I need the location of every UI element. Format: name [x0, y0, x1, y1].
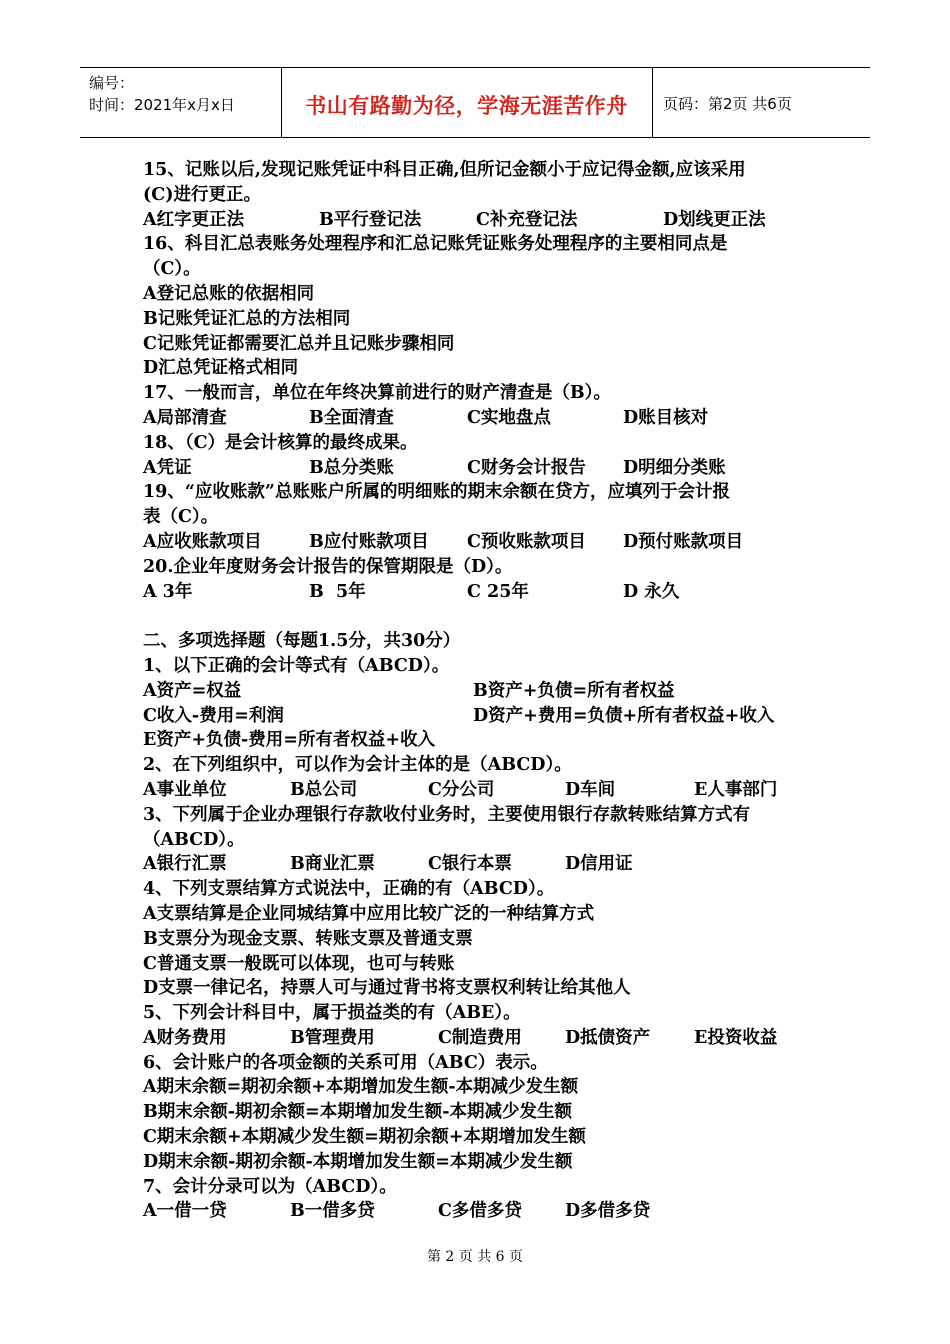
option: A事业单位	[143, 779, 227, 800]
option: B平行登记法	[319, 209, 422, 230]
option: D 永久	[623, 581, 680, 602]
option: D划线更正法	[663, 209, 766, 230]
question-stem: 4、下列支票结算方式说法中，正确的有（ABCD）。	[143, 879, 555, 900]
page-header	[80, 67, 870, 138]
option-row	[143, 580, 823, 605]
option: B一借多贷	[290, 1201, 375, 1222]
option: C 25年	[467, 581, 529, 602]
option: C期末余额+本期减少发生额=期初余额+本期增加发生额	[143, 1127, 586, 1148]
question-stem: （C）。	[143, 259, 201, 280]
question-stem: （ABCD）。	[143, 829, 245, 850]
header-time-label: 时间：2021年x月x日	[89, 96, 235, 114]
option: C制造费用	[438, 1027, 522, 1048]
option: D资产+费用=负债+所有者权益+收入	[473, 705, 775, 726]
question-stem: 15、记账以后,发现记账凭证中科目正确,但所记金额小于应记得金额,应该采用	[143, 160, 746, 180]
option-row	[143, 456, 823, 481]
question-stem: 17、一般而言，单位在年终决算前进行的财产清查是（B）。	[143, 383, 611, 404]
option: C实地盘点	[467, 407, 551, 428]
question-stem: 7、会计分录可以为（ABCD）。	[143, 1176, 397, 1197]
spacer	[143, 604, 823, 629]
option: B总分类账	[309, 457, 394, 478]
option: D抵债资产	[565, 1027, 651, 1048]
option: A一借一贷	[143, 1201, 227, 1222]
header-meta	[89, 72, 235, 116]
header-divider	[652, 68, 653, 137]
option-row	[143, 406, 823, 431]
option-row	[143, 679, 823, 704]
option-row	[143, 778, 823, 803]
option: D明细分类账	[623, 457, 726, 478]
option: E投资收益	[694, 1027, 778, 1048]
question-stem: 5、下列会计科目中，属于损益类的有（ABE）。	[143, 1003, 521, 1024]
option-row	[143, 208, 823, 233]
question-stem: 16、科目汇总表账务处理程序和汇总记账凭证账务处理程序的主要相同点是	[143, 234, 728, 255]
option: B 5年	[309, 581, 366, 602]
option: D预付账款项目	[623, 531, 744, 552]
option: B管理费用	[290, 1027, 375, 1048]
option: C预收账款项目	[467, 531, 586, 552]
question-stem: 3、下列属于企业办理银行存款收付业务时，主要使用银行存款转账结算方式有	[143, 804, 751, 825]
question-stem: (C)进行更正。	[143, 184, 261, 205]
option: B全面清查	[309, 407, 394, 428]
option: C分公司	[428, 779, 495, 800]
option: A应收账款项目	[143, 531, 262, 552]
option: C补充登记法	[476, 209, 578, 230]
option-row	[143, 852, 823, 877]
option: A资产=权益	[143, 680, 242, 701]
option: D多借多贷	[565, 1201, 651, 1222]
option: A凭证	[143, 457, 192, 478]
option: B期末余额-期初余额=本期增加发生额-本期减少发生额	[143, 1102, 572, 1123]
document-body	[143, 158, 823, 1224]
header-number-label: 编号：	[89, 74, 135, 92]
option: D信用证	[565, 854, 633, 875]
option: A期末余额=期初余额+本期增加发生额-本期减少发生额	[143, 1077, 579, 1098]
option: B记账凭证汇总的方法相同	[143, 308, 351, 329]
option: A登记总账的依据相同	[143, 283, 315, 304]
option: C记账凭证都需要汇总并且记账步骤相同	[143, 333, 455, 354]
option: B应付账款项目	[309, 531, 429, 552]
header-page-label: 页码：第2页 共6页	[663, 95, 792, 113]
option-row	[143, 1026, 823, 1051]
question-stem: 6、会计账户的各项金额的关系可用（ABC）表示。	[143, 1052, 548, 1073]
question-stem: 19、“应收账款”总账账户所属的明细账的期末余额在贷方，应填列于会计报	[143, 482, 730, 503]
option: E人事部门	[694, 779, 778, 800]
option: D账目核对	[623, 407, 709, 428]
option: D车间	[565, 779, 616, 800]
option: D汇总凭证格式相同	[143, 358, 299, 379]
option-row	[143, 704, 823, 729]
option: C银行本票	[428, 854, 512, 875]
option: E资产+负债-费用=所有者权益+收入	[143, 730, 436, 751]
question-stem: 1、以下正确的会计等式有（ABCD）。	[143, 655, 450, 676]
option: A红字更正法	[143, 209, 245, 230]
option-row	[143, 530, 823, 555]
question-stem: 20.企业年度财务会计报告的保管期限是（D）。	[143, 556, 513, 577]
option: D支票一律记名，持票人可与通过背书将支票权利转让给其他人	[143, 978, 631, 999]
header-motto: 书山有路勤为径，学海无涯苦作舟	[305, 94, 628, 118]
option: B总公司	[290, 779, 358, 800]
option: C多借多贷	[438, 1201, 522, 1222]
question-stem: 表（C）。	[143, 507, 219, 528]
option: A支票结算是企业同城结算中应用比较广泛的一种结算方式	[143, 903, 595, 924]
option: D期末余额-期初余额-本期增加发生额=本期减少发生额	[143, 1151, 573, 1172]
option: C收入-费用=利润	[143, 705, 284, 726]
question-stem: 18、（C）是会计核算的最终成果。	[143, 432, 418, 453]
option: B资产+负债=所有者权益	[473, 680, 675, 701]
option: B商业汇票	[290, 854, 375, 875]
option: A局部清查	[143, 407, 227, 428]
section-title: 二、多项选择题（每题1.5分，共30分）	[143, 631, 461, 652]
option-row	[143, 1199, 823, 1224]
question-stem: 2、在下列组织中，可以作为会计主体的是（ABCD）。	[143, 755, 572, 776]
page-footer: 第 2 页 共 6 页	[426, 1249, 524, 1265]
option: A财务费用	[143, 1027, 227, 1048]
option: C财务会计报告	[467, 457, 586, 478]
option: A 3年	[143, 581, 193, 602]
option: A银行汇票	[143, 854, 227, 875]
option: B支票分为现金支票、转账支票及普通支票	[143, 928, 473, 949]
option: C普通支票一般既可以体现，也可与转账	[143, 953, 455, 974]
